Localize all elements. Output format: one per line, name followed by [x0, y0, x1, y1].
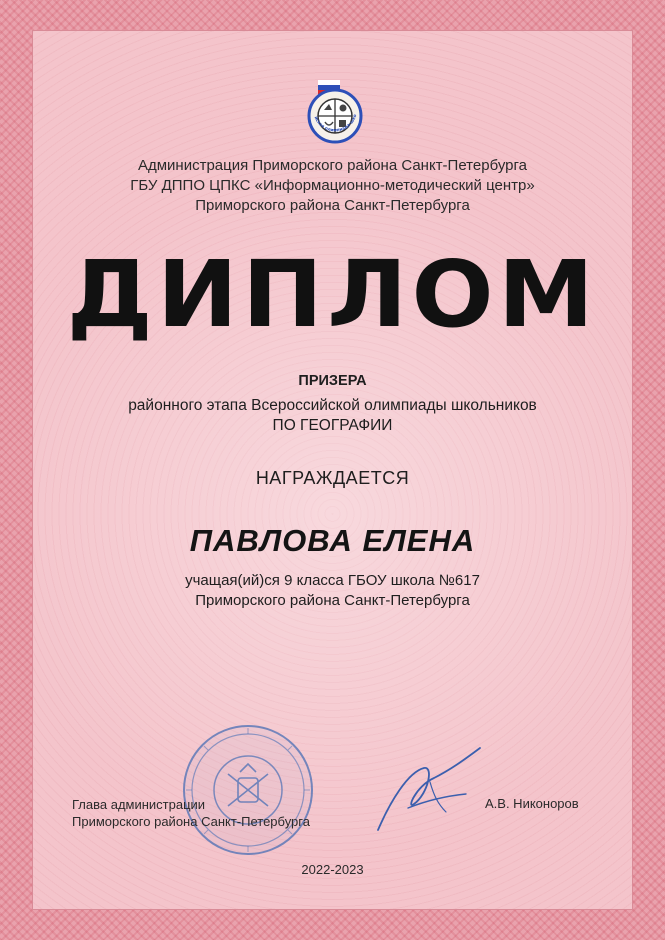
- signature-icon: [368, 742, 492, 838]
- signatory-position: [72, 796, 310, 830]
- organization-line-3: Приморского района Санкт-Петербурга: [195, 197, 470, 214]
- event-line-2: ПО ГЕОГРАФИИ: [272, 417, 393, 434]
- diploma-subtitle: ПРИЗЕРА: [298, 373, 367, 389]
- student-info-line-2: Приморского района Санкт-Петербурга: [195, 592, 470, 609]
- organization-line-1: Администрация Приморского района Санкт-Петербурга: [137, 157, 527, 174]
- organization-line-2: ГБУ ДППО ЦПКС «Информационно-методический центр»: [130, 177, 535, 194]
- signatory-name: А.В. Никоноров: [485, 796, 579, 811]
- signatory-position-line-2: Приморского района Санкт-Петербурга: [72, 814, 310, 829]
- official-seal-icon: [180, 722, 316, 858]
- emblem-lettering: йская олимпиада шко: [312, 113, 359, 134]
- academic-year: 2022-2023: [301, 862, 364, 877]
- diploma-title: ДИПЛОМ: [66, 241, 599, 348]
- signatory-position-line-1: Глава администрации: [72, 797, 206, 812]
- event-line-1: районного этапа Всероссийской олимпиады школьников: [128, 397, 537, 414]
- recipient-name: ПАВЛОВА ЕЛЕНА: [189, 523, 476, 558]
- olympiad-emblem-icon: [302, 78, 368, 148]
- student-info-line-1: учащая(ий)ся 9 класса ГБОУ школа №617: [185, 572, 480, 589]
- awarded-label: НАГРАЖДАЕТСЯ: [255, 468, 410, 488]
